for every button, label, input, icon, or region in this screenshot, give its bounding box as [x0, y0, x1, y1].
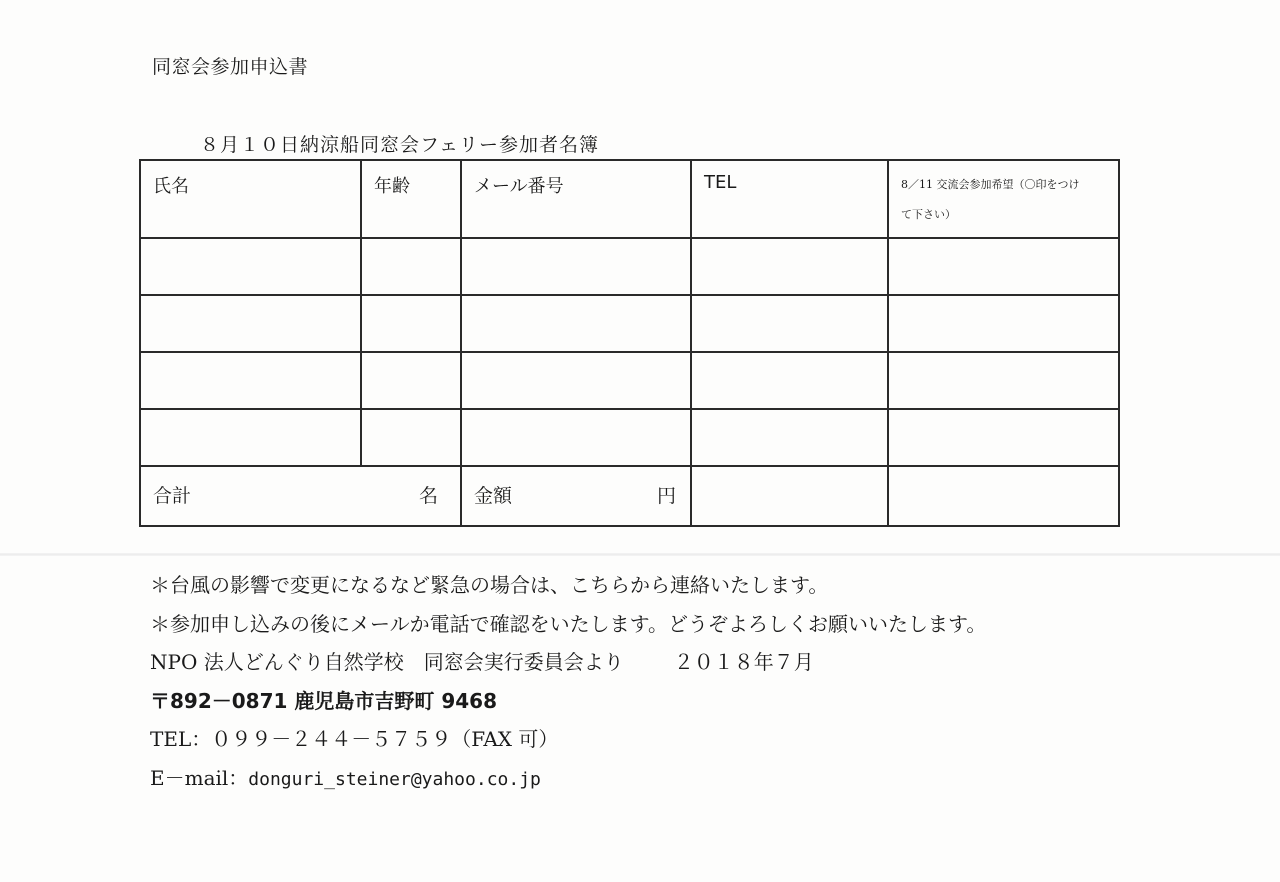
header-tel: TEL [691, 160, 888, 238]
notes-section [150, 566, 986, 799]
total-amount-cell[interactable] [461, 466, 691, 526]
cell-mail[interactable] [461, 409, 691, 466]
cell-name[interactable] [140, 352, 361, 409]
cell-tel[interactable] [691, 352, 888, 409]
total-label: 合計 [153, 485, 192, 507]
table-row [140, 238, 1119, 295]
document-title: 同窓会参加申込書 [152, 56, 309, 78]
cell-name[interactable] [140, 409, 361, 466]
cell-age[interactable] [361, 238, 461, 295]
roster-title: ８月１０日納涼船同窓会フェリー参加者名簿 [200, 134, 600, 156]
cell-mail[interactable] [461, 352, 691, 409]
note-confirmation: ＊参加申し込みの後にメールか電話で確認をいたします。どうぞよろしくお願いいたします。 [150, 611, 987, 636]
total-exchange-cell [888, 466, 1119, 526]
issue-date: ２０１８年７月 [673, 650, 814, 674]
cell-exchange[interactable] [888, 409, 1119, 466]
cell-name[interactable] [140, 238, 361, 295]
organizer-line [150, 643, 986, 682]
header-mail: メール番号 [461, 160, 691, 238]
postal-address: 〒892－0871 鹿児島市吉野町 9468 [150, 688, 498, 713]
cell-tel[interactable] [691, 409, 888, 466]
table-row [140, 352, 1119, 409]
cell-exchange[interactable] [888, 238, 1119, 295]
table-header-row [140, 160, 1119, 238]
total-count-cell[interactable] [140, 466, 461, 526]
cell-name[interactable] [140, 295, 361, 352]
contact-email-line [150, 759, 986, 800]
cell-age[interactable] [361, 295, 461, 352]
cell-age[interactable] [361, 352, 461, 409]
amount-label: 金額 [474, 485, 513, 507]
header-exchange [888, 160, 1119, 238]
cell-tel[interactable] [691, 238, 888, 295]
email-label: E－mail： [150, 765, 249, 790]
organizer-name: NPO 法人どんぐり自然学校 同窓会実行委員会より [150, 650, 624, 674]
table-row [140, 295, 1119, 352]
header-exchange-line1: 8／11 交流会参加希望（〇印をつけ [901, 178, 1080, 191]
total-tel-cell [691, 466, 888, 526]
cell-tel[interactable] [691, 295, 888, 352]
contact-tel: TEL：０９９－２４４－５７５９（FAX 可） [150, 727, 559, 751]
cell-mail[interactable] [461, 238, 691, 295]
cell-mail[interactable] [461, 295, 691, 352]
cell-exchange[interactable] [888, 295, 1119, 352]
participant-roster-table [139, 159, 1120, 527]
note-typhoon: ＊台風の影響で変更になるなど緊急の場合は、こちらから連絡いたします。 [150, 573, 829, 597]
table-row [140, 409, 1119, 466]
header-name: 氏名 [140, 160, 361, 238]
email-address[interactable]: donguri_steiner@yahoo.co.jp [248, 768, 541, 790]
total-count-unit: 名 [418, 485, 438, 507]
paper-fold-line [0, 553, 1280, 556]
header-exchange-line2: て下さい） [901, 208, 956, 221]
amount-unit: 円 [656, 485, 676, 507]
cell-exchange[interactable] [888, 352, 1119, 409]
header-age: 年齢 [361, 160, 461, 238]
table-total-row [140, 466, 1119, 526]
cell-age[interactable] [361, 409, 461, 466]
